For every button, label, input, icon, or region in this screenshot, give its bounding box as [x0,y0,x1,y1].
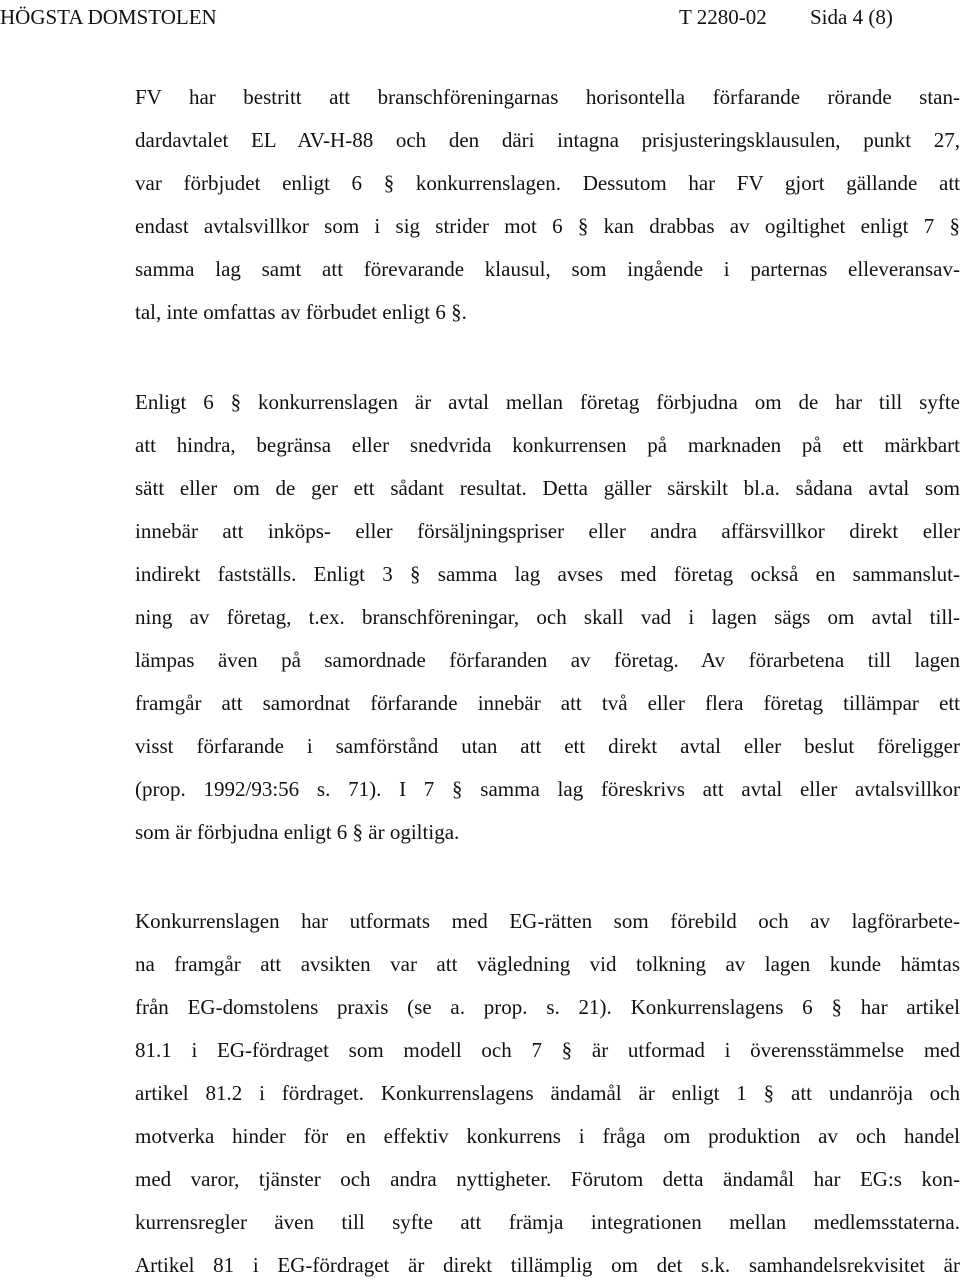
text-line: tal, inte omfattas av förbudet enligt 6 §. [135,300,467,324]
court-name: HÖGSTA DOMSTOLEN [0,5,217,29]
case-number: T 2280-02 [679,5,767,29]
text-line: indirekt fastställs. Enligt 3 § samma lag avses med företag också en sammanslut- [135,562,960,586]
text-line: samma lag samt att förevarande klausul, som ingående i parternas elleveransav- [135,257,960,281]
paragraph-3 [135,900,960,1287]
text-line: Enligt 6 § konkurrenslagen är avtal mellan företag förbjudna om de har till syfte [135,390,960,414]
text-line: motverka hinder för en effektiv konkurrens i fråga om produktion av och handel [135,1124,960,1148]
text-line: framgår att samordnat förfarande innebär att två eller flera företag tillämpar ett [135,691,960,715]
text-line: Konkurrenslagen har utformats med EG-rätten som förebild och av lagförarbete- [135,909,960,933]
page-number: Sida 4 (8) [810,5,893,29]
text-line: lämpas även på samordnade förfaranden av företag. Av förarbetena till lagen [135,648,960,672]
text-line: från EG-domstolens praxis (se a. prop. s. 21). Konkurrenslagens 6 § har artikel [135,995,960,1019]
text-line: na framgår att avsikten var att vägledning vid tolkning av lagen kunde hämtas [135,952,960,976]
text-line: Artikel 81 i EG-fördraget är direkt tillämplig om det s.k. samhandelsrekvisitet är [135,1253,960,1277]
paragraph-1 [135,76,960,334]
text-line: dardavtalet EL AV-H-88 och den däri intagna prisjusteringsklausulen, punkt 27, [135,128,960,152]
text-line: FV har bestritt att branschföreningarnas horisontella förfarande rörande stan- [135,85,960,109]
text-line: artikel 81.2 i fördraget. Konkurrenslagens ändamål är enligt 1 § att undanröja och [135,1081,960,1105]
text-line: kurrensregler även till syfte att främja integrationen mellan medlemsstaterna. [135,1210,960,1234]
paragraph-2 [135,381,960,854]
text-line: innebär att inköps- eller försäljningspriser eller andra affärsvillkor direkt eller [135,519,960,543]
text-line: endast avtalsvillkor som i sig strider mot 6 § kan drabbas av ogiltighet enligt 7 § [135,214,960,238]
text-line: visst förfarande i samförstånd utan att ett direkt avtal eller beslut föreligger [135,734,960,758]
text-line: att hindra, begränsa eller snedvrida konkurrensen på marknaden på ett märkbart [135,433,960,457]
text-line: med varor, tjänster och andra nyttigheter. Förutom detta ändamål har EG:s kon- [135,1167,960,1191]
text-line: 81.1 i EG-fördraget som modell och 7 § är utformad i överensstämmelse med [135,1038,960,1062]
text-line: var förbjudet enligt 6 § konkurrenslagen. Dessutom har FV gjort gällande att [135,171,960,195]
text-line: som är förbjudna enligt 6 § är ogiltiga. [135,820,460,844]
text-line: ning av företag, t.ex. branschföreningar, och skall vad i lagen sägs om avtal till- [135,605,960,629]
text-line: sätt eller om de ger ett sådant resultat. Detta gäller särskilt bl.a. sådana avtal som [135,476,960,500]
text-line: (prop. 1992/93:56 s. 71). I 7 § samma lag föreskrivs att avtal eller avtalsvillkor [135,777,960,801]
page-header [0,3,960,33]
